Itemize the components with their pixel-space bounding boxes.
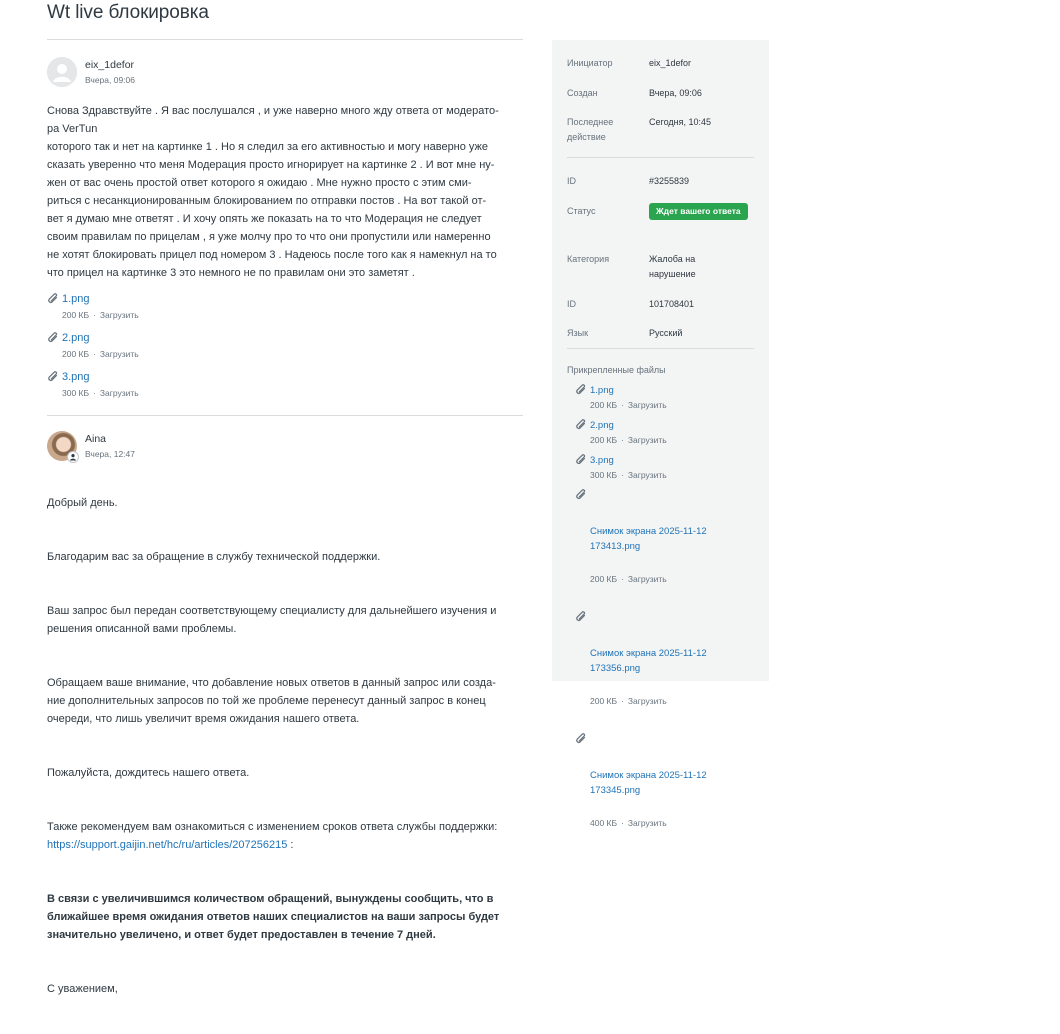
conversation: [47, 39, 523, 1034]
attachment-link[interactable]: 2.png: [62, 332, 90, 344]
attachment-item: Снимок экрана 2025-11-12 173413.png 200 КБ · Загрузить: [575, 488, 754, 603]
attachment-size: 200 КБ: [590, 400, 618, 410]
attachment-download-link[interactable]: Загрузить: [99, 388, 139, 398]
paperclip-icon: [575, 732, 587, 746]
prop-language: [567, 326, 754, 348]
prop-status: [567, 204, 754, 252]
attachment-item: 1.png 200 КБ · Загрузить: [575, 383, 754, 411]
paperclip-icon: [575, 610, 587, 624]
author-name: eix_1defor: [85, 59, 135, 71]
attachment-item: 1.png 200 КБ · Загрузить: [47, 292, 523, 321]
paragraph: Благодарим вас за обращение в службу технической поддержки.: [47, 551, 381, 563]
closing: С уважением,: [47, 983, 118, 995]
attachment-item: 2.png 200 КБ · Загрузить: [575, 418, 754, 446]
paperclip-icon: [575, 383, 587, 397]
comment-author: [47, 431, 523, 461]
attachment-item: Снимок экрана 2025-11-12 173356.png 200 КБ · Загрузить: [575, 610, 754, 725]
prop-last-activity: [567, 115, 754, 157]
prop-value: Сегодня, 10:45: [649, 117, 712, 127]
prop-created: [567, 86, 754, 115]
paragraph-with-link: Также рекомендуем вам ознакомиться с изменением сроков ответа службы поддержки: https://support.gaijin.net/hc/ru/articles/207256215 :: [47, 821, 498, 851]
prop-category: [567, 252, 754, 297]
paperclip-icon: [47, 331, 59, 345]
attachment-download-link[interactable]: Загрузить: [627, 435, 667, 445]
paperclip-icon: [575, 453, 587, 467]
attachment-item: Снимок экрана 2025-11-12 173345.png 400 КБ · Загрузить: [575, 732, 754, 847]
paperclip-icon: [575, 488, 587, 502]
agent-badge-icon: [67, 451, 79, 463]
attachment-size: 300 КБ: [590, 470, 618, 480]
attachment-item: 2.png 200 КБ · Загрузить: [47, 331, 523, 360]
paragraph: Обращаем ваше внимание, что добавление новых ответов в данный запрос или созда- ние дополнительных запросов по той же проблеме перенесут данный запрос в конец очереди, что лишь увеличит время ожидания нашего ответа.: [47, 677, 496, 725]
attachment-download-link[interactable]: Загрузить: [99, 349, 139, 359]
prop-value: Вчера, 09:06: [649, 88, 702, 98]
paragraph: Добрый день.: [47, 497, 118, 509]
comment-time: Вчера, 09:06: [85, 75, 135, 85]
author-name: Aina: [85, 433, 107, 445]
attached-files-title: Прикрепленные файлы: [567, 365, 666, 375]
prop-value: #3255839: [649, 176, 690, 186]
paperclip-icon: [575, 418, 587, 432]
prop-label: Инициатор: [567, 58, 613, 68]
attachment-size: 200 КБ: [590, 696, 618, 706]
prop-value: 101708401: [649, 299, 695, 309]
prop-label: Категория: [567, 254, 610, 264]
prop-initiator: [567, 56, 754, 86]
attachment-size: 400 КБ: [590, 818, 618, 828]
attachment-link[interactable]: 2.png: [590, 420, 614, 431]
comment-body: Снова Здравствуйте . Я вас послушался , и уже наверно много жду ответа от модерато- ра VerTun которого так и нет на картинке 1 . Но я следил за его активностью и могу наверно уже сказать уверенно что меня Модерация просто игнорирует на картинке 2 . И вот мне ну- жен от вас очень простой ответ которого я ожидаю . Мне нужно просто с этим сми- риться с несанкционированным блокированием по отправки постов . На вот такой от- вет я думаю мне ответят . И хочу опять же показать на то что Модерация не следует своим правилам по прицелам , я уже молчу про то что они пропустили или намеренно не хотят блокировать прицел под номером 3 . Надеюсь после того как я намекнул на то что прицел на картинке 3 это немного не по правилам они это заметят .: [47, 105, 499, 279]
prop-value: eix_1defor: [649, 58, 692, 68]
attachment-list: [47, 292, 523, 399]
prop-value: Жалоба на нарушение: [649, 254, 696, 279]
attachment-link[interactable]: Снимок экрана 2025-11-12 173345.png: [590, 770, 707, 796]
user-avatar-icon: [47, 57, 77, 87]
attachment-link[interactable]: Снимок экрана 2025-11-12 173413.png: [590, 526, 707, 552]
avatar[interactable]: [47, 57, 77, 87]
attachment-link[interactable]: 1.png: [590, 385, 614, 396]
prop-label: ID: [567, 176, 576, 186]
attachment-download-link[interactable]: Загрузить: [627, 696, 667, 706]
attachment-size: 300 КБ: [62, 388, 90, 398]
paragraph: Пожалуйста, дождитесь нашего ответа.: [47, 767, 250, 779]
page-title: Wt live блокировка: [47, 2, 209, 23]
comment-body: [47, 476, 523, 1034]
comment: [47, 40, 523, 399]
attachment-link[interactable]: 3.png: [590, 455, 614, 466]
attachment-download-link[interactable]: Загрузить: [99, 310, 139, 320]
comment-author: [47, 57, 523, 87]
attachment-download-link[interactable]: Загрузить: [627, 818, 667, 828]
notice-bold: В связи с увеличившимся количеством обращений, вынуждены сообщить, что в ближайшее время ожидания ответов наших специалистов на ваши запросы будет значительно увеличено, и ответ будет предоставлен в течение 7 дней.: [47, 893, 500, 941]
attachment-download-link[interactable]: Загрузить: [627, 400, 667, 410]
attachment-download-link[interactable]: Загрузить: [627, 470, 667, 480]
comment: [47, 415, 523, 1034]
attachment-item: 3.png 300 КБ · Загрузить: [47, 370, 523, 399]
attachment-link[interactable]: 1.png: [62, 293, 90, 305]
attachment-link[interactable]: 3.png: [62, 371, 90, 383]
avatar[interactable]: [47, 431, 77, 461]
attachment-item: 3.png 300 КБ · Загрузить: [575, 453, 754, 481]
prop-value: Русский: [649, 328, 683, 338]
status-badge: Ждет вашего ответа: [649, 203, 748, 220]
paperclip-icon: [47, 292, 59, 306]
comment-time: Вчера, 12:47: [85, 449, 135, 459]
attachment-size: 200 КБ: [590, 435, 618, 445]
sidebar-attachment-list: [567, 383, 754, 847]
prop-id: [567, 174, 754, 204]
attachment-size: 200 КБ: [62, 310, 90, 320]
request-details-sidebar: [552, 40, 769, 828]
attachment-size: 200 КБ: [62, 349, 90, 359]
prop-label: Статус: [567, 206, 596, 216]
prop-id-2: [567, 297, 754, 326]
prop-label: Последнее действие: [567, 117, 614, 142]
attachment-link[interactable]: Снимок экрана 2025-11-12 173356.png: [590, 648, 707, 674]
paperclip-icon: [47, 370, 59, 384]
prop-label: ID: [567, 299, 576, 309]
attachment-size: 200 КБ: [590, 574, 618, 584]
prop-label: Язык: [567, 328, 589, 338]
paragraph: Ваш запрос был передан соответствующему специалисту для дальнейшего изучения и решения описанной вами проблемы.: [47, 605, 497, 635]
support-article-link[interactable]: https://support.gaijin.net/hc/ru/articles/207256215: [47, 839, 288, 851]
attachment-download-link[interactable]: Загрузить: [627, 574, 667, 584]
prop-label: Создан: [567, 88, 598, 98]
